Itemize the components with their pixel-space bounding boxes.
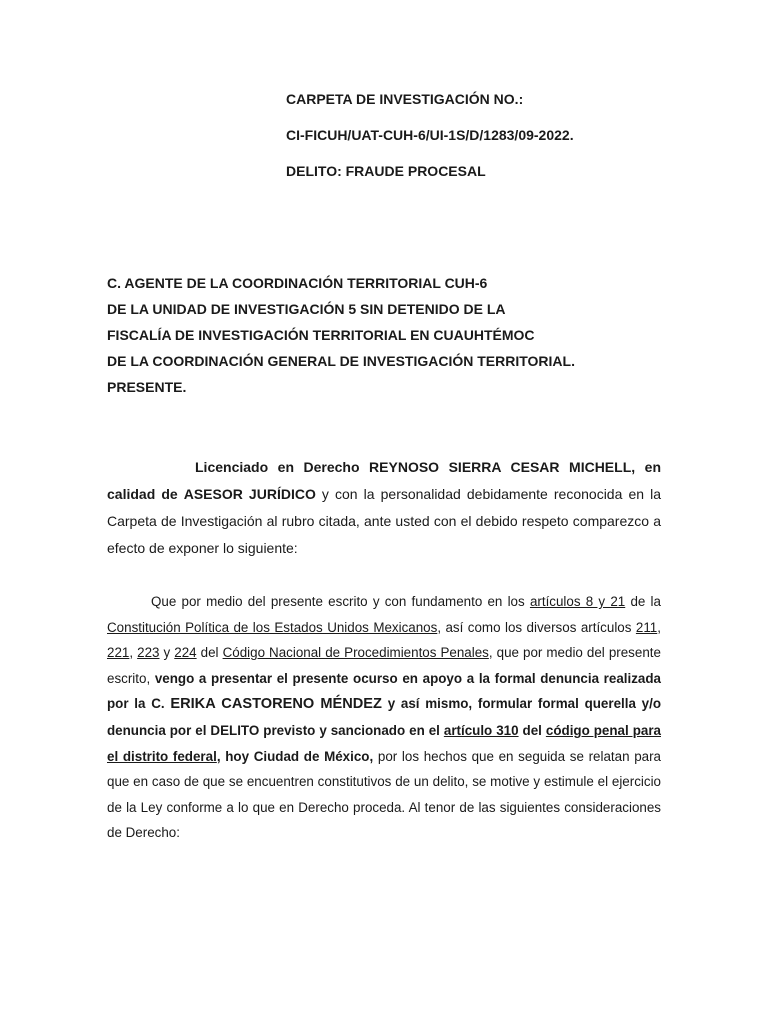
case-header xyxy=(286,90,574,198)
body-text-8: , que por medio del presente escrito, xyxy=(107,645,661,686)
case-number: CI-FICUH/UAT-CUH-6/UI-1S/D/1283/09-2022. xyxy=(286,127,574,143)
body-paragraph xyxy=(107,589,661,846)
body-link-constitucion: Constitución Política de los Estados Unidos Mexicanos xyxy=(107,619,438,635)
body-link-articulos: artículos 8 y 21 xyxy=(529,594,626,609)
body-text-4: , xyxy=(657,619,661,635)
body-bold-3: y así mismo, formular formal querella y/o denuncia por el DELITO previsto y sancionado en el xyxy=(107,696,662,738)
body-bold-name: ERIKA CASTORENO MÉNDEZ xyxy=(170,696,382,713)
body-link-223: 223 xyxy=(137,645,160,661)
intro-paragraph xyxy=(107,454,661,562)
body-bold-1: vengo a presentar el presente ocurso en apoyo a la formal denuncia realizada por la C. xyxy=(107,670,661,712)
body-link-211: 211 xyxy=(635,619,658,635)
body-text-1: Que por medio del presente escrito y con fundamento en los xyxy=(151,594,525,609)
addressee-line-2: DE LA UNIDAD DE INVESTIGACIÓN 5 SIN DETENIDO DE LA xyxy=(107,301,506,317)
intro-bold-2: ASESOR JURÍDICO xyxy=(183,486,316,502)
addressee-line-1: C. AGENTE DE LA COORDINACIÓN TERRITORIAL CUH-6 xyxy=(107,275,488,291)
body-bold-4: del xyxy=(522,722,542,738)
addressee-block xyxy=(107,270,575,400)
body-text-5: , xyxy=(129,645,134,661)
body-text-7: del xyxy=(200,645,219,661)
body-text-2: de la xyxy=(630,594,661,609)
body-text-9: por los hechos que en seguida se relatan para que en caso de que se encuentren constitutivos de un delito, se motive y estimule el ejercicio de la Ley conforme a lo que en Derecho proceda. Al tenor de las siguientes consideraciones de Derecho: xyxy=(107,748,662,841)
addressee-line-4: DE LA COORDINACIÓN GENERAL DE INVESTIGACIÓN TERRITORIAL. xyxy=(107,353,575,369)
intro-text: y con la personalidad debidamente reconocida en la Carpeta de Investigación al rubro citada, ante usted con el debido respeto comparezco a efecto de exponer lo siguiente: xyxy=(107,486,662,556)
body-link-224: 224 xyxy=(174,645,197,661)
addressee-line-5: PRESENTE. xyxy=(107,379,187,395)
intro-bold-1: Licenciado en Derecho REYNOSO SIERRA CESAR MICHELL, en calidad de xyxy=(107,459,661,502)
body-link-221: 221 xyxy=(107,645,130,661)
body-link-articulo-310: artículo 310 xyxy=(443,722,519,738)
body-bold-5: , hoy Ciudad de México, xyxy=(216,748,374,764)
body-link-codigo-penal: código penal para el distrito federal xyxy=(107,722,661,764)
body-link-codigo-nacional: Código Nacional de Procedimientos Penales xyxy=(222,645,489,661)
addressee-line-3: FISCALÍA DE INVESTIGACIÓN TERRITORIAL EN CUAUHTÉMOC xyxy=(107,327,535,343)
body-text-6: y xyxy=(163,645,171,661)
offense-label: DELITO: FRAUDE PROCESAL xyxy=(286,163,486,179)
body-text-3: , así como los diversos artículos xyxy=(437,619,632,635)
case-number-label: CARPETA DE INVESTIGACIÓN NO.: xyxy=(286,91,524,107)
